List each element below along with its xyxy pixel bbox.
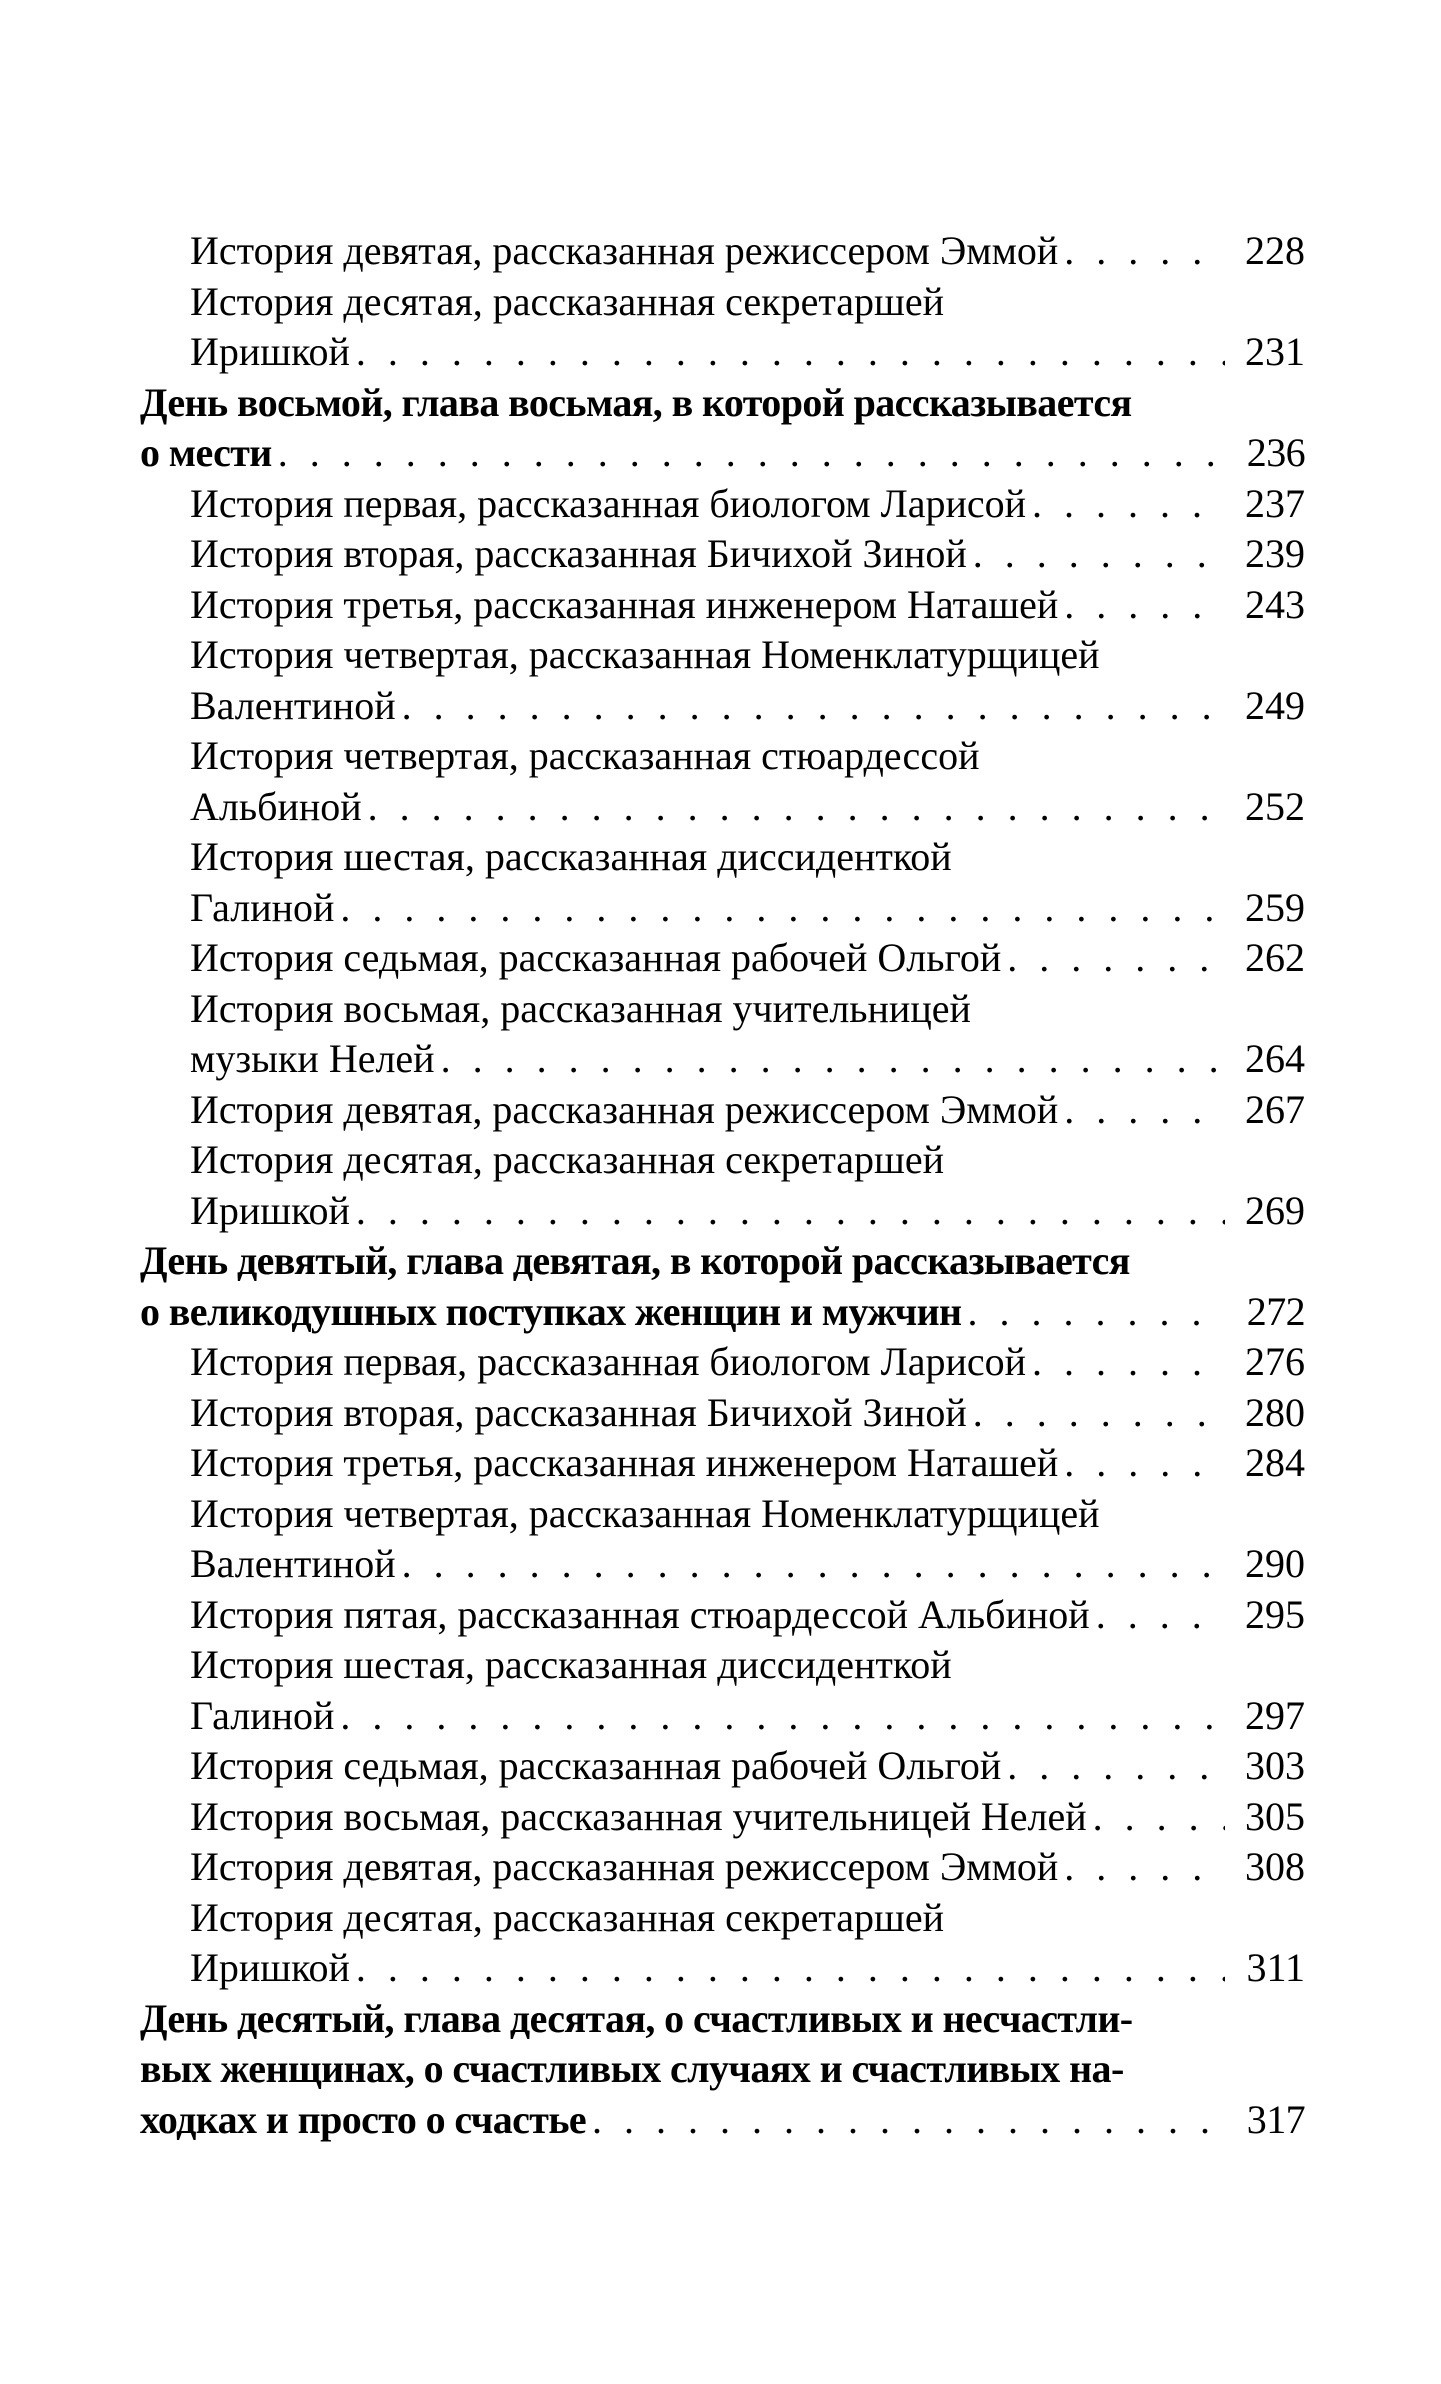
dot-leader xyxy=(402,681,1225,732)
page-number: 267 xyxy=(1245,1086,1305,1132)
toc-entry-line xyxy=(140,327,1305,378)
page-number: 276 xyxy=(1245,1339,1305,1384)
dot-leader xyxy=(368,782,1225,833)
entry-title: История десятая, рассказанная секретаршей xyxy=(190,278,945,324)
page-number: 231 xyxy=(1245,329,1305,374)
dot-leader xyxy=(356,1186,1225,1237)
chapter-title: День десятый, глава десятая, о счастливых и несчастли- xyxy=(140,1995,1133,2041)
page-number: 295 xyxy=(1245,1591,1305,1637)
entry-title: История вторая, рассказанная Бичихой Зиной xyxy=(190,1389,967,1435)
entry-title: История девятая, рассказанная режиссером Эммой xyxy=(190,228,1059,273)
toc-chapter-line xyxy=(140,1236,1305,1287)
toc-entry-line xyxy=(140,1438,1305,1489)
entry-title: История десятая, рассказанная секретаршей xyxy=(190,1137,945,1182)
toc-chapter-line xyxy=(140,428,1305,479)
entry-title: История шестая, рассказанная диссиденткой xyxy=(190,1642,952,1687)
entry-title: История четвертая, рассказанная Номенклатурщицей xyxy=(190,1490,1100,1536)
toc-entry-line xyxy=(140,1388,1305,1439)
entry-title: История десятая, рассказанная секретаршей xyxy=(190,1894,945,1940)
entry-title: История девятая, рассказанная режиссером Эммой xyxy=(190,1844,1059,1889)
page-number: 303 xyxy=(1245,1743,1305,1788)
toc-entry-line xyxy=(140,226,1305,277)
entry-title: История девятая, рассказанная режиссером Эммой xyxy=(190,1086,1059,1132)
toc-entry-line xyxy=(140,277,1305,328)
chapter-title: о мести xyxy=(140,430,272,475)
page-number: 284 xyxy=(1245,1440,1305,1485)
entry-title: Альбиной xyxy=(190,783,362,829)
toc-entry-line xyxy=(140,1539,1305,1590)
toc-entry-line xyxy=(140,630,1305,681)
page-number: 243 xyxy=(1245,581,1305,627)
toc-entry-line xyxy=(140,580,1305,631)
toc-entry-line xyxy=(140,933,1305,984)
dot-leader xyxy=(1064,580,1225,631)
toc-chapter-line xyxy=(140,2095,1305,2146)
toc-entry-line xyxy=(140,1489,1305,1540)
page-number: 308 xyxy=(1245,1844,1305,1889)
toc-entry-line xyxy=(140,1640,1305,1691)
chapter-title: о великодушных поступках женщин и мужчин xyxy=(140,1288,962,1334)
dot-leader xyxy=(967,1287,1225,1338)
toc-entry-line xyxy=(140,1792,1305,1843)
chapter-title: День девятый, глава девятая, в которой рассказывается xyxy=(140,1238,1130,1283)
toc-chapter-line xyxy=(140,2044,1305,2095)
entry-title: История четвертая, рассказанная Номенклатурщицей xyxy=(190,632,1100,677)
entry-title: История первая, рассказанная биологом Ларисой xyxy=(190,1339,1027,1384)
toc-entry-line xyxy=(140,883,1305,934)
dot-leader xyxy=(1064,1842,1225,1893)
dot-leader xyxy=(278,428,1225,479)
entry-title: История четвертая, рассказанная стюардессой xyxy=(190,733,980,778)
toc-entry-line xyxy=(140,1590,1305,1641)
page-number: 317 xyxy=(1246,2096,1305,2142)
entry-title: История первая, рассказанная биологом Ларисой xyxy=(190,480,1027,526)
entry-title: Галиной xyxy=(190,1692,335,1738)
page-number: 236 xyxy=(1246,430,1305,475)
entry-title: музыки Нелей xyxy=(190,1036,435,1081)
page-number: 311 xyxy=(1246,1945,1305,1990)
page-number: 269 xyxy=(1245,1187,1305,1233)
toc-entry-line xyxy=(140,731,1305,782)
dot-leader xyxy=(1064,226,1225,277)
toc-entry-line xyxy=(140,681,1305,732)
entry-title: История седьмая, рассказанная рабочей Ольгой xyxy=(190,935,1002,980)
toc-entry-line xyxy=(140,1337,1305,1388)
toc-entry-line xyxy=(140,782,1305,833)
page-number: 280 xyxy=(1245,1389,1305,1435)
dot-leader xyxy=(973,1388,1225,1439)
entry-title: История седьмая, рассказанная рабочей Ольгой xyxy=(190,1743,1002,1788)
entry-title: Галиной xyxy=(190,884,335,930)
toc-entry-line xyxy=(140,1135,1305,1186)
page-number: 239 xyxy=(1245,531,1305,576)
dot-leader xyxy=(356,327,1225,378)
dot-leader xyxy=(441,1034,1225,1085)
dot-leader xyxy=(592,2095,1225,2146)
dot-leader xyxy=(402,1539,1225,1590)
page-number: 305 xyxy=(1245,1793,1305,1839)
entry-title: Валентиной xyxy=(190,682,396,728)
dot-leader xyxy=(340,883,1225,934)
dot-leader xyxy=(1032,479,1225,530)
toc-entry-line xyxy=(140,1186,1305,1237)
page-number: 272 xyxy=(1246,1288,1305,1334)
entry-title: Валентиной xyxy=(190,1541,396,1586)
toc-entry-line xyxy=(140,1741,1305,1792)
toc-entry-line xyxy=(140,1943,1305,1994)
dot-leader xyxy=(1007,933,1225,984)
dot-leader xyxy=(340,1691,1225,1742)
toc-entry-line xyxy=(140,1893,1305,1944)
page-number: 252 xyxy=(1245,783,1305,829)
entry-title: Иришкой xyxy=(190,329,350,374)
dot-leader xyxy=(973,529,1225,580)
entry-title: История восьмая, рассказанная учительницей xyxy=(190,985,971,1031)
entry-title: История третья, рассказанная инженером Наташей xyxy=(190,1440,1059,1485)
toc-chapter-line xyxy=(140,1287,1305,1338)
toc-entry-line xyxy=(140,1085,1305,1136)
page-number: 237 xyxy=(1245,480,1305,526)
toc-entry-line xyxy=(140,1034,1305,1085)
page-number: 290 xyxy=(1245,1541,1305,1586)
table-of-contents xyxy=(140,226,1305,2145)
toc-chapter-line xyxy=(140,1994,1305,2045)
dot-leader xyxy=(1064,1085,1225,1136)
chapter-title: День восьмой, глава восьмая, в которой рассказывается xyxy=(140,379,1132,425)
entry-title: История шестая, рассказанная диссиденткой xyxy=(190,834,952,879)
page-number: 228 xyxy=(1245,228,1305,273)
entry-title: Иришкой xyxy=(190,1945,350,1990)
entry-title: История вторая, рассказанная Бичихой Зиной xyxy=(190,531,967,576)
page-number: 264 xyxy=(1245,1036,1305,1081)
toc-entry-line xyxy=(140,1691,1305,1742)
entry-title: История третья, рассказанная инженером Наташей xyxy=(190,581,1059,627)
toc-entry-line xyxy=(140,479,1305,530)
entry-title: Иришкой xyxy=(190,1187,350,1233)
page-number: 259 xyxy=(1245,884,1305,930)
toc-chapter-line xyxy=(140,378,1305,429)
chapter-title: ходках и просто о счастье xyxy=(140,2096,587,2142)
toc-entry-line xyxy=(140,984,1305,1035)
page-number: 262 xyxy=(1245,935,1305,980)
toc-entry-line xyxy=(140,832,1305,883)
entry-title: История пятая, рассказанная стюардессой Альбиной xyxy=(190,1591,1090,1637)
toc-entry-line xyxy=(140,1842,1305,1893)
dot-leader xyxy=(1007,1741,1225,1792)
page-number: 297 xyxy=(1245,1692,1305,1738)
dot-leader xyxy=(1064,1438,1225,1489)
dot-leader xyxy=(1096,1590,1225,1641)
toc-entry-line xyxy=(140,529,1305,580)
dot-leader xyxy=(1093,1792,1225,1843)
chapter-title: вых женщинах, о счастливых случаях и счастливых на- xyxy=(140,2046,1124,2091)
dot-leader xyxy=(356,1943,1225,1994)
entry-title: История восьмая, рассказанная учительницей Нелей xyxy=(190,1793,1087,1839)
page-number: 249 xyxy=(1245,682,1305,728)
dot-leader xyxy=(1032,1337,1225,1388)
